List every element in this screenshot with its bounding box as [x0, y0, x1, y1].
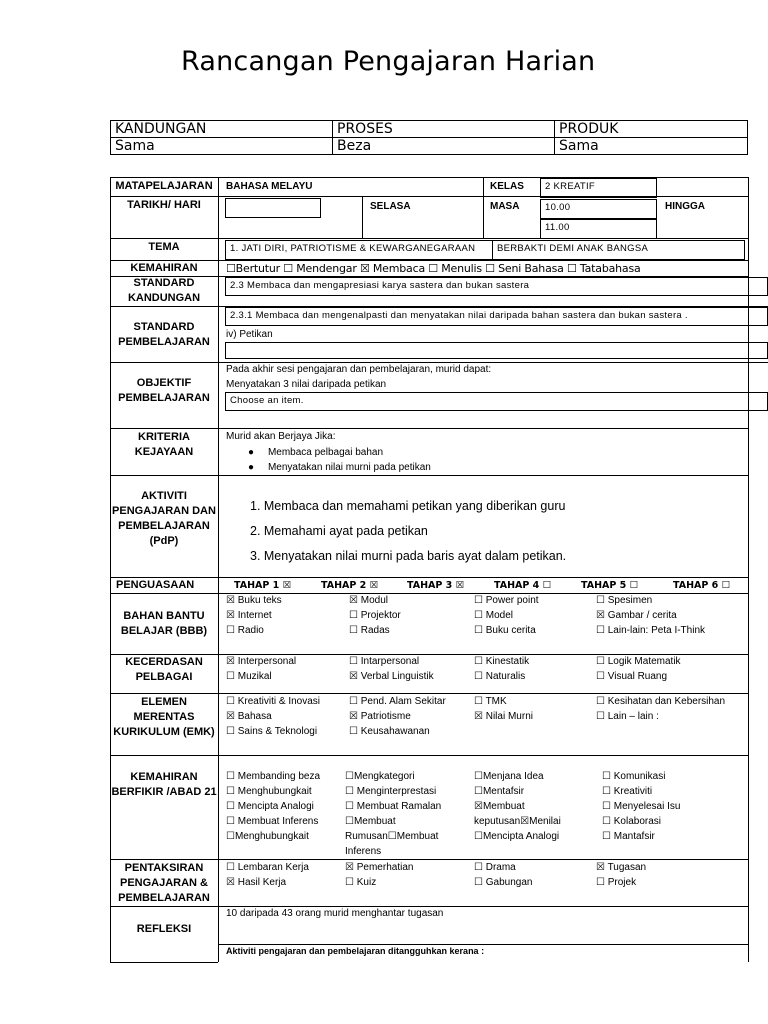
kriteria-item-2: Menyatakan nilai murni pada petikan: [267, 462, 431, 473]
pt-option[interactable]: ☒ Pemerhatian: [345, 862, 414, 873]
kp-option[interactable]: ☒ Interpersonal: [226, 656, 297, 667]
ditangguhkan-note: Aktiviti pengajaran dan pembelajaran ditangguhkan kerana :: [226, 946, 485, 956]
bbb-option[interactable]: ☐ Model: [474, 610, 513, 621]
emk-col-3: [474, 694, 533, 724]
bbb-option[interactable]: ☐ Spesimen: [596, 595, 653, 606]
label-tarikh: TARIKH/ HARI: [127, 199, 201, 211]
header-kandungan: KANDUNGAN: [111, 121, 333, 138]
kba-option[interactable]: ☐ Membuat Inferens: [226, 816, 319, 827]
bbb-option[interactable]: ☒ Buku teks: [226, 595, 282, 606]
standard-kandungan-field[interactable]: 2.3 Membaca dan mengapresiasi karya sastera dan bukan sastera: [225, 277, 768, 296]
pt-option[interactable]: ☐ Drama: [474, 862, 516, 873]
bbb-option[interactable]: ☒ Internet: [226, 610, 272, 621]
tahap-6[interactable]: TAHAP 6 ☐: [673, 580, 731, 591]
label-tema: TEMA: [148, 241, 180, 253]
emk-option[interactable]: ☐ Keusahawanan: [349, 726, 430, 737]
standard-pembelajaran-field-2[interactable]: [225, 342, 768, 359]
kriteria-item-1: Membaca pelbagai bahan: [267, 447, 384, 458]
label-standard-pembelajaran: STANDARD PEMBELAJARAN: [118, 321, 210, 348]
kba-option[interactable]: ☐Membuat: [345, 816, 396, 827]
tahap-5[interactable]: TAHAP 5 ☐: [581, 580, 639, 591]
value-hari: SELASA: [370, 201, 411, 212]
label-kriteria: KRITERIA KEJAYAAN: [134, 431, 194, 458]
bbb-col-1: [226, 593, 282, 638]
emk-option[interactable]: ☐ Kesihatan dan Kebersihan: [596, 696, 726, 707]
pt-option[interactable]: ☐ Projek: [596, 877, 637, 888]
kba-option[interactable]: ☐Mengkategori: [345, 771, 415, 782]
masa-end-field[interactable]: 11.00: [540, 219, 657, 239]
objektif-line-1: Pada akhir sesi pengajaran dan pembelajaran, murid dapat:: [226, 364, 492, 375]
aktiviti-item-3: 3. Menyatakan nilai murni pada baris ayat dalam petikan.: [250, 549, 567, 563]
kriteria-intro: Murid akan Berjaya Jika:: [226, 431, 336, 442]
bbb-option[interactable]: ☒ Gambar / cerita: [596, 610, 677, 621]
kba-option[interactable]: ☐ Kreativiti: [602, 786, 653, 797]
value-proses: Beza: [333, 138, 555, 155]
kriteria-bullet-2: ● Menyatakan nilai murni pada petikan: [248, 462, 431, 473]
emk-option[interactable]: ☐ TMK: [474, 696, 507, 707]
label-kecerdasan: KECERDASAN PELBAGAI: [125, 656, 203, 683]
bbb-option[interactable]: ☐ Projektor: [349, 610, 401, 621]
kba-option[interactable]: Rumusan☐Membuat: [345, 831, 439, 842]
kp-option[interactable]: ☐ Muzikal: [226, 671, 272, 682]
kp-option[interactable]: ☒ Verbal Linguistik: [349, 671, 434, 682]
bbb-col-4: [596, 593, 705, 638]
aktiviti-item-2: 2. Memahami ayat pada petikan: [250, 524, 428, 538]
kba-option[interactable]: ☐Menghubungkait: [226, 831, 309, 842]
kba-option[interactable]: ☐ Membuat Ramalan: [345, 801, 442, 812]
kp-col-3: [474, 654, 529, 684]
bbb-option[interactable]: ☐ Radas: [349, 625, 390, 636]
kba-option[interactable]: ☐ Menyelesai Isu: [602, 801, 681, 812]
kba-col-1: [226, 769, 320, 844]
kba-col-3: [474, 769, 561, 844]
tajuk-field[interactable]: BERBAKTI DEMI ANAK BANGSA: [492, 240, 745, 260]
tahap-2[interactable]: TAHAP 2 ☒: [321, 580, 379, 591]
aktiviti-item-1: 1. Membaca dan memahami petikan yang diberikan guru: [250, 499, 566, 513]
emk-option[interactable]: ☐ Pend. Alam Sekitar: [349, 696, 446, 707]
pt-col-3: [474, 860, 532, 890]
emk-option[interactable]: ☒ Nilai Murni: [474, 711, 533, 722]
kemahiran-options[interactable]: ☐Bertutur ☐ Mendengar ☒ Membaca ☐ Menulis ☐ Seni Bahasa ☐ Tatabahasa: [226, 262, 641, 275]
bbb-col-2: [349, 593, 401, 638]
tema-field[interactable]: 1. JATI DIRI, PATRIOTISME & KEWARGANEGARAAN: [225, 240, 493, 260]
value-kandungan: Sama: [111, 138, 333, 155]
tahap-1[interactable]: TAHAP 1 ☒: [234, 580, 292, 591]
label-matapelajaran: MATAPELAJARAN: [115, 180, 213, 192]
refleksi-value: 10 daripada 43 orang murid menghantar tugasan: [226, 908, 444, 919]
bbb-option[interactable]: ☐ Buku cerita: [474, 625, 536, 636]
kp-option[interactable]: ☐ Naturalis: [474, 671, 526, 682]
kba-option[interactable]: keputusan☒Menilai: [474, 816, 561, 827]
emk-option[interactable]: ☐ Lain – lain :: [596, 711, 659, 722]
emk-col-2: [349, 694, 446, 739]
bbb-option[interactable]: ☐ Power point: [474, 595, 539, 606]
pt-col-2: [345, 860, 413, 890]
label-masa: MASA: [490, 201, 520, 212]
header-proses: PROSES: [333, 121, 555, 138]
kba-col-4: [602, 769, 680, 844]
kba-option[interactable]: ☐ Menginterprestasi: [345, 786, 437, 797]
tahap-3[interactable]: TAHAP 3 ☒: [407, 580, 465, 591]
label-penguasaan: PENGUASAAN: [116, 579, 195, 591]
kba-option[interactable]: ☒Membuat: [474, 801, 525, 812]
label-kemahiran-berfikir: KEMAHIRAN BERFIKIR /ABAD 21: [111, 771, 217, 798]
kp-option[interactable]: ☐ Intarpersonal: [349, 656, 420, 667]
pt-option[interactable]: ☐ Lembaran Kerja: [226, 862, 309, 873]
objektif-line-2: Menyatakan 3 nilai daripada petikan: [226, 379, 387, 390]
kriteria-bullet-1: ● Membaca pelbagai bahan: [248, 447, 384, 458]
kp-option[interactable]: ☐ Logik Matematik: [596, 656, 681, 667]
label-hingga: HINGGA: [665, 201, 705, 212]
kba-option[interactable]: ☐ Komunikasi: [602, 771, 666, 782]
kba-option[interactable]: ☐Mentafsir: [474, 786, 525, 797]
kp-col-1: [226, 654, 296, 684]
label-kelas: KELAS: [490, 181, 524, 192]
value-matapelajaran: BAHASA MELAYU: [226, 181, 313, 192]
pt-col-1: [226, 860, 309, 890]
bbb-option[interactable]: ☐ Radio: [226, 625, 264, 636]
standard-pembelajaran-field[interactable]: 2.3.1 Membaca dan mengenalpasti dan menyatakan nilai daripada bahan sastera dan bukan sastera .: [225, 307, 768, 326]
tahap-4[interactable]: TAHAP 4 ☐: [494, 580, 552, 591]
emk-option[interactable]: ☐ Kreativiti & Inovasi: [226, 696, 320, 707]
emk-col-4: [596, 694, 725, 724]
emk-col-1: [226, 694, 320, 739]
tarikh-field[interactable]: [225, 198, 321, 218]
kp-option[interactable]: ☐ Kinestatik: [474, 656, 530, 667]
kp-col-2: [349, 654, 434, 684]
objektif-dropdown[interactable]: Choose an item.: [225, 392, 768, 411]
pt-col-4: [596, 860, 646, 890]
label-standard-kandungan: STANDARD KANDUNGAN: [127, 277, 201, 304]
pt-option[interactable]: ☒ Tugasan: [596, 862, 647, 873]
kba-option[interactable]: ☐Mencipta Analogi: [474, 831, 560, 842]
bbb-col-3: [474, 593, 539, 638]
kelas-field[interactable]: 2 KREATIF: [540, 178, 657, 198]
masa-start-field[interactable]: 10.00: [540, 199, 657, 219]
kba-option[interactable]: ☐ Mantafsir: [602, 831, 655, 842]
comparison-table: [110, 120, 748, 155]
label-kemahiran: KEMAHIRAN: [130, 262, 198, 274]
label-refleksi: REFLEKSI: [136, 923, 192, 935]
page-title: Rancangan Pengajaran Harian: [181, 46, 596, 77]
bbb-option[interactable]: ☐ Lain-lain: Peta I-Think: [596, 625, 706, 636]
kp-col-4: [596, 654, 681, 684]
label-aktiviti: AKTIVITI PENGAJARAN DAN PEMBELAJARAN (PdP): [112, 490, 216, 547]
emk-option[interactable]: ☒ Bahasa: [226, 711, 272, 722]
label-bbb: BAHAN BANTU BELAJAR (BBB): [120, 610, 208, 637]
kba-option[interactable]: ☐ Menghubungkait: [226, 786, 312, 797]
header-produk: PRODUK: [555, 121, 748, 138]
pt-option[interactable]: ☐ Gabungan: [474, 877, 533, 888]
label-pentaksiran: PENTAKSIRAN PENGAJARAN & PEMBELAJARAN: [118, 862, 210, 904]
pt-option[interactable]: ☒ Hasil Kerja: [226, 877, 287, 888]
kba-option[interactable]: ☐Menjana Idea: [474, 771, 544, 782]
label-emk: ELEMEN MERENTAS KURIKULUM (EMK): [113, 696, 215, 738]
label-objektif: OBJEKTIF PEMBELAJARAN: [118, 377, 210, 404]
value-produk: Sama: [555, 138, 748, 155]
kba-option[interactable]: ☐ Mencipta Analogi: [226, 801, 314, 812]
pt-option[interactable]: ☐ Kuiz: [345, 877, 377, 888]
kba-option[interactable]: ☐ Membanding beza: [226, 771, 321, 782]
kba-col-2: [345, 769, 441, 859]
kp-option[interactable]: ☐ Visual Ruang: [596, 671, 668, 682]
emk-option[interactable]: ☐ Sains & Teknologi: [226, 726, 318, 737]
kba-option[interactable]: ☐ Kolaborasi: [602, 816, 661, 827]
bbb-option[interactable]: ☒ Modul: [349, 595, 388, 606]
emk-option[interactable]: ☒ Patriotisme: [349, 711, 411, 722]
kba-option[interactable]: Inferens: [345, 846, 382, 857]
standard-pembelajaran-extra: iv) Petikan: [226, 329, 273, 340]
